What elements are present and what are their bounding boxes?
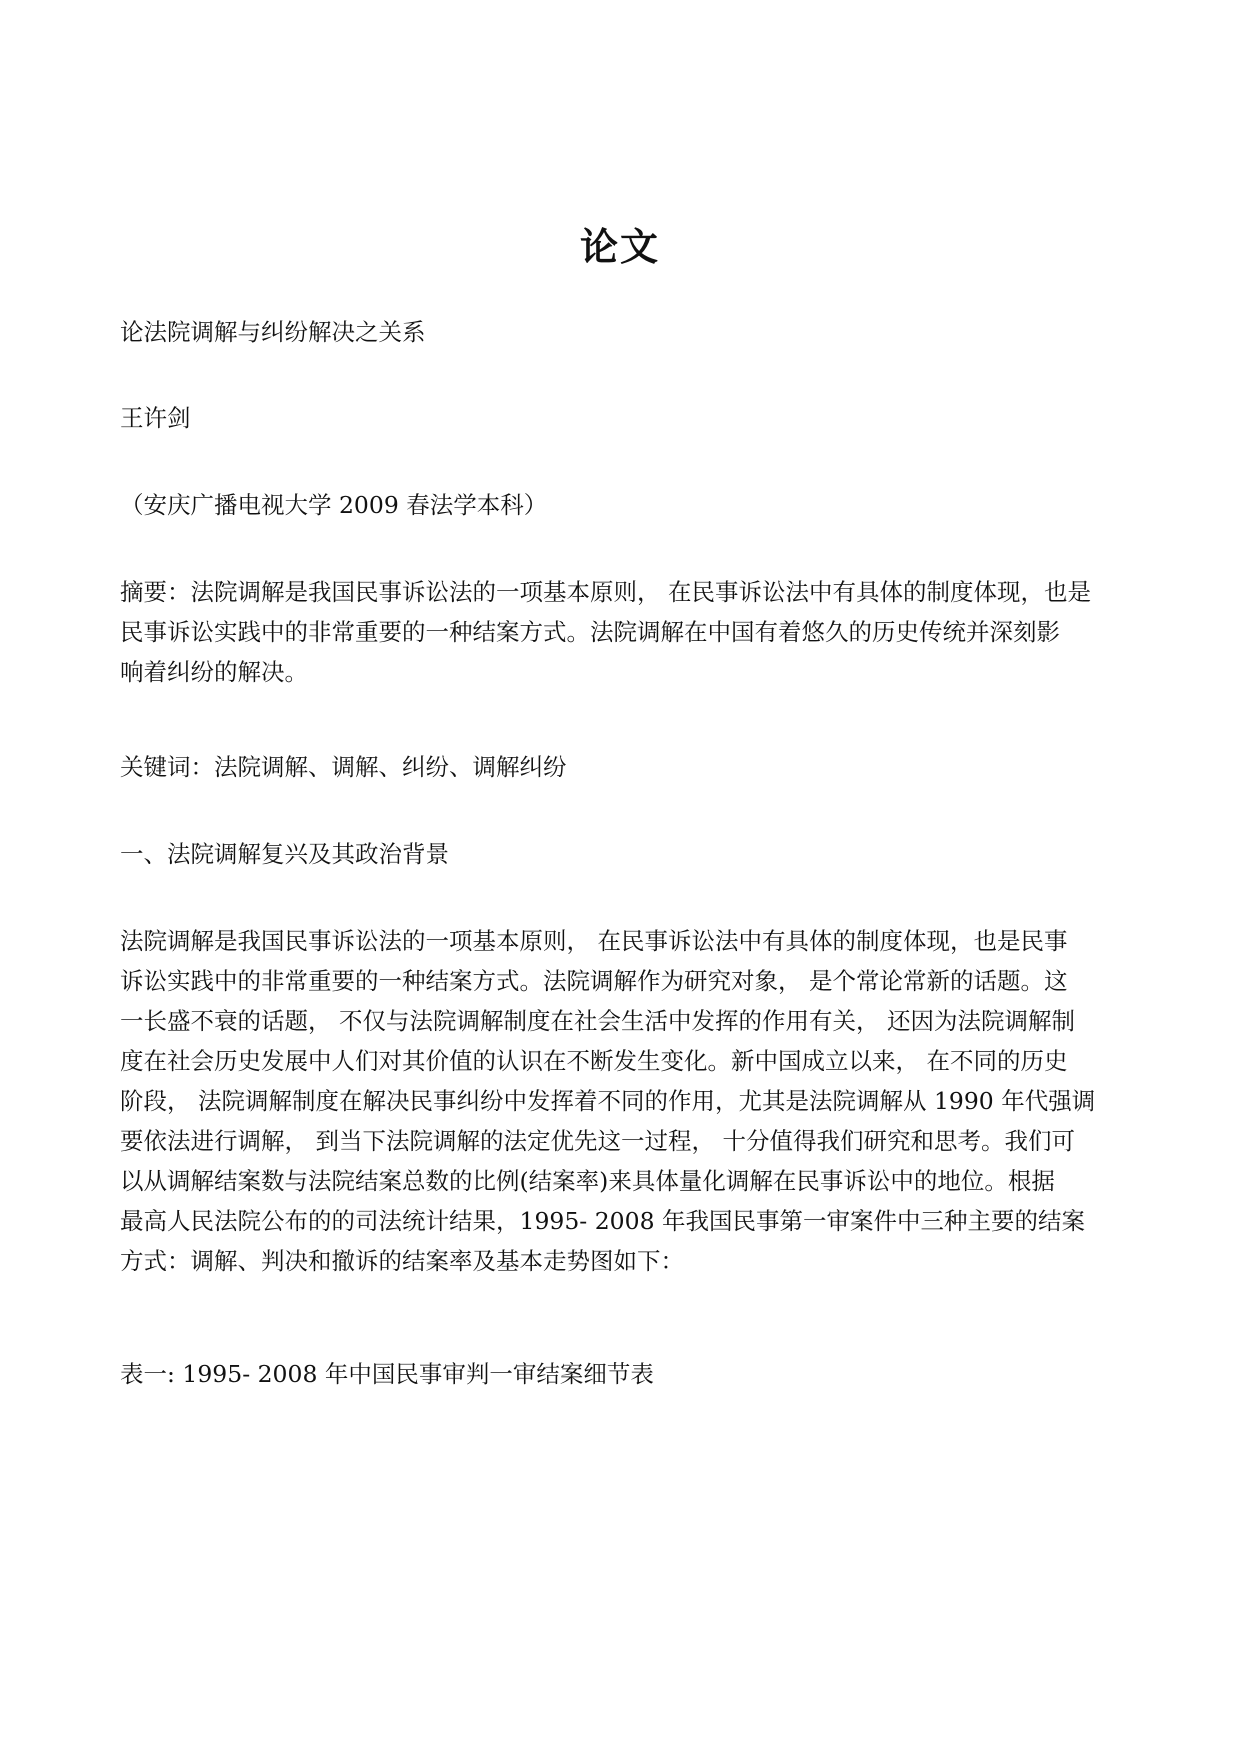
author-affiliation: （安庆广播电视大学 2009 春法学本科） [120, 491, 548, 519]
body-line: 诉讼实践中的非常重要的一种结案方式。法院调解作为研究对象， 是个常论常新的话题。这 [120, 967, 1068, 995]
document-heading: 论文 [579, 224, 660, 269]
abstract-line: 响着纠纷的解决。 [120, 658, 308, 686]
body-line: 以从调解结案数与法院结案总数的比例(结案率)来具体量化调解在民事诉讼中的地位。根据 [120, 1167, 1055, 1195]
body-line: 一长盛不衰的话题， 不仅与法院调解制度在社会生活中发挥的作用有关， 还因为法院调解制 [120, 1007, 1075, 1035]
paper-title: 论法院调解与纠纷解决之关系 [120, 318, 426, 346]
body-line: 度在社会历史发展中人们对其价值的认识在不断发生变化。新中国成立以来， 在不同的历史 [120, 1047, 1068, 1075]
keywords: 关键词：法院调解、调解、纠纷、调解纠纷 [120, 753, 567, 781]
abstract-line: 民事诉讼实践中的非常重要的一种结案方式。法院调解在中国有着悠久的历史传统并深刻影 [120, 618, 1060, 646]
body-line: 要依法进行调解， 到当下法院调解的法定优先这一过程， 十分值得我们研究和思考。我们可 [120, 1127, 1075, 1155]
table-caption: 表一: 1995- 2008 年中国民事审判一审结案细节表 [120, 1360, 654, 1388]
body-line: 法院调解是我国民事诉讼法的一项基本原则， 在民事诉讼法中有具体的制度体现，也是民事 [120, 927, 1068, 955]
abstract-line: 摘要：法院调解是我国民事诉讼法的一项基本原则， 在民事诉讼法中有具体的制度体现，也是 [120, 578, 1091, 606]
body-paragraph [120, 921, 1130, 1281]
author-name: 王许剑 [120, 404, 191, 432]
section-heading: 一、法院调解复兴及其政治背景 [120, 840, 449, 868]
body-line: 方式：调解、判决和撤诉的结案率及基本走势图如下： [120, 1247, 684, 1275]
body-line: 最高人民法院公布的的司法统计结果，1995- 2008 年我国民事第一审案件中三种主要的结案 [120, 1207, 1085, 1235]
body-line: 阶段， 法院调解制度在解决民事纠纷中发挥着不同的作用，尤其是法院调解从 1990 年代强调 [120, 1087, 1096, 1115]
abstract [120, 572, 1130, 692]
